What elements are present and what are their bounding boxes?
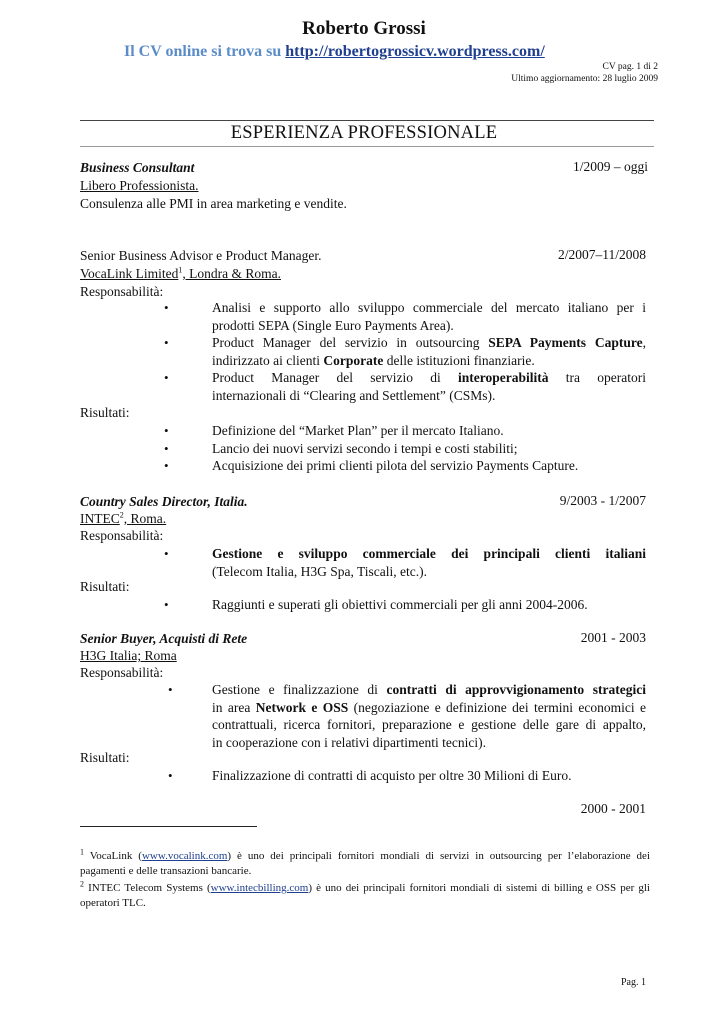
resp-bold: interoperabilità: [458, 370, 549, 385]
resp-line: contrattuali, ricerca fornitori, preparazione e gestione delle gare di appalto,: [212, 717, 646, 732]
resp-text: indirizzato ai clienti: [212, 352, 324, 368]
resp-text: (negoziazione e definizione dei termini economici e: [348, 699, 646, 715]
bullet: •: [164, 300, 169, 315]
job-company: [80, 510, 166, 528]
job-description: Consulenza alle PMI in area marketing e vendite.: [80, 196, 347, 211]
resp-line: Gestione e sviluppo commerciale dei principali clienti italiani: [212, 546, 646, 561]
company-name: INTEC: [80, 511, 120, 526]
bullet: •: [164, 597, 169, 612]
cv-name: Roberto Grossi: [302, 18, 426, 39]
footnote-text: INTEC Telecom Systems (: [84, 882, 211, 894]
footnote-ref: 1: [178, 265, 183, 275]
result-item: Raggiunti e superati gli obiettivi commerciali per gli anni 2004-2006.: [212, 597, 588, 612]
job-company: Libero Professionista.: [80, 178, 199, 193]
footnote-1: [80, 849, 650, 878]
job-title: Country Sales Director, Italia.: [80, 494, 248, 509]
resp-text: in area: [212, 699, 256, 715]
last-updated: Ultimo aggiornamento: 28 luglio 2009: [511, 74, 658, 84]
section-divider: [80, 146, 654, 147]
result-item: Definizione del “Market Plan” per il mercato Italiano.: [212, 423, 504, 438]
company-location: , Londra & Roma.: [182, 266, 281, 281]
results-label: Risultati:: [80, 750, 130, 765]
resp-line: internazionali di “Clearing and Settlement” (CSMs).: [212, 387, 496, 403]
resp-text: Product Manager del servizio di: [212, 370, 459, 385]
bullet: •: [164, 335, 169, 350]
vocalink-link[interactable]: www.vocalink.com: [141, 850, 228, 862]
results-label: Risultati:: [80, 405, 130, 420]
company-location: , Roma.: [123, 511, 167, 526]
resp-line: [212, 352, 646, 370]
results-label: Risultati:: [80, 579, 130, 594]
job-company: H3G Italia; Roma: [80, 648, 177, 663]
bullet: •: [164, 423, 169, 438]
online-cv-prefix: Il CV online si trova su: [124, 43, 282, 60]
online-cv-line: [124, 43, 545, 61]
job-title: Senior Business Advisor e Product Manager.: [80, 248, 322, 263]
footnote-number: 1: [80, 847, 84, 857]
intec-link[interactable]: www.intecbilling.com: [210, 882, 309, 894]
result-item: Finalizzazione di contratti di acquisto per oltre 30 Milioni di Euro.: [212, 768, 572, 783]
responsibilities-label: Responsabilità:: [80, 284, 164, 299]
job-dates: 9/2003 - 1/2007: [559, 493, 646, 508]
section-title: ESPERIENZA PROFESSIONALE: [230, 123, 498, 143]
resp-line: prodotti SEPA (Single Euro Payments Area).: [212, 317, 454, 333]
header-divider: [80, 120, 654, 121]
online-cv-link[interactable]: http://robertogrossicv.wordpress.com/: [285, 43, 545, 60]
bullet: •: [164, 441, 169, 456]
job-dates: 1/2009 – oggi: [572, 159, 648, 174]
resp-line: [212, 699, 646, 717]
page-info: CV pag. 1 di 2: [602, 62, 658, 72]
job-dates: 2001 - 2003: [580, 630, 646, 645]
result-item: Lancio dei nuovi servizi secondo i tempi e costi stabiliti;: [212, 441, 518, 456]
footnote-separator: [80, 826, 257, 827]
resp-line: [212, 369, 646, 387]
resp-text: Gestione e finalizzazione di: [212, 682, 387, 697]
footnote-text: ) è uno dei principali fornitori mondiali di servizi in outsourcing per l’elaborazione dei pagamenti e delle transazioni bancarie.: [80, 850, 650, 877]
footnote-2: [80, 881, 650, 910]
responsibility-item: [212, 299, 646, 334]
resp-line: Analisi e supporto allo sviluppo commerciale del mercato italiano per i: [212, 300, 646, 315]
responsibility-item: [212, 334, 646, 369]
resp-bold: SEPA Payments Capture: [488, 335, 643, 350]
bullet: •: [168, 682, 173, 697]
resp-bold: Network e OSS: [255, 699, 349, 715]
bullet: •: [168, 768, 173, 783]
footnote-ref: 2: [119, 510, 124, 520]
resp-bold: contratti di approvvigionamento strategici: [386, 682, 646, 697]
resp-text: Product Manager del servizio in outsourcing: [212, 335, 489, 350]
responsibilities-label: Responsabilità:: [80, 665, 164, 680]
responsibility-item: [212, 681, 646, 751]
company-name: VocaLink Limited: [80, 266, 179, 281]
result-item: Acquisizione dei primi clienti pilota del servizio Payments Capture.: [212, 458, 579, 473]
resp-line: [212, 681, 646, 699]
resp-text: delle istituzioni finanziarie.: [383, 352, 535, 368]
job-dates: 2000 - 2001: [580, 801, 646, 816]
resp-text: tra operatori: [548, 370, 647, 385]
footnote-text: VocaLink (: [84, 850, 142, 862]
job-dates: 2/2007–11/2008: [557, 247, 646, 262]
responsibility-item: [212, 545, 646, 580]
responsibilities-label: Responsabilità:: [80, 528, 164, 543]
resp-bold: Corporate: [323, 352, 384, 368]
resp-line: [212, 334, 646, 352]
responsibility-item: [212, 369, 646, 404]
resp-line: in cooperazione con i relativi dipartimenti tecnici).: [212, 734, 487, 750]
job-title: Senior Buyer, Acquisti di Rete: [80, 631, 248, 646]
bullet: •: [164, 458, 169, 473]
job-title: Business Consultant: [80, 160, 195, 175]
page-number: Pag. 1: [621, 977, 646, 988]
bullet: •: [164, 546, 169, 561]
footnote-text: ) è uno dei principali fornitori mondiali di sistemi di billing e OSS per gli operatori TLC.: [80, 882, 650, 909]
resp-line: (Telecom Italia, H3G Spa, Tiscali, etc.).: [212, 563, 428, 579]
resp-text: ,: [642, 335, 646, 350]
job-company: [80, 265, 281, 283]
footnote-number: 2: [80, 879, 84, 889]
bullet: •: [164, 370, 169, 385]
